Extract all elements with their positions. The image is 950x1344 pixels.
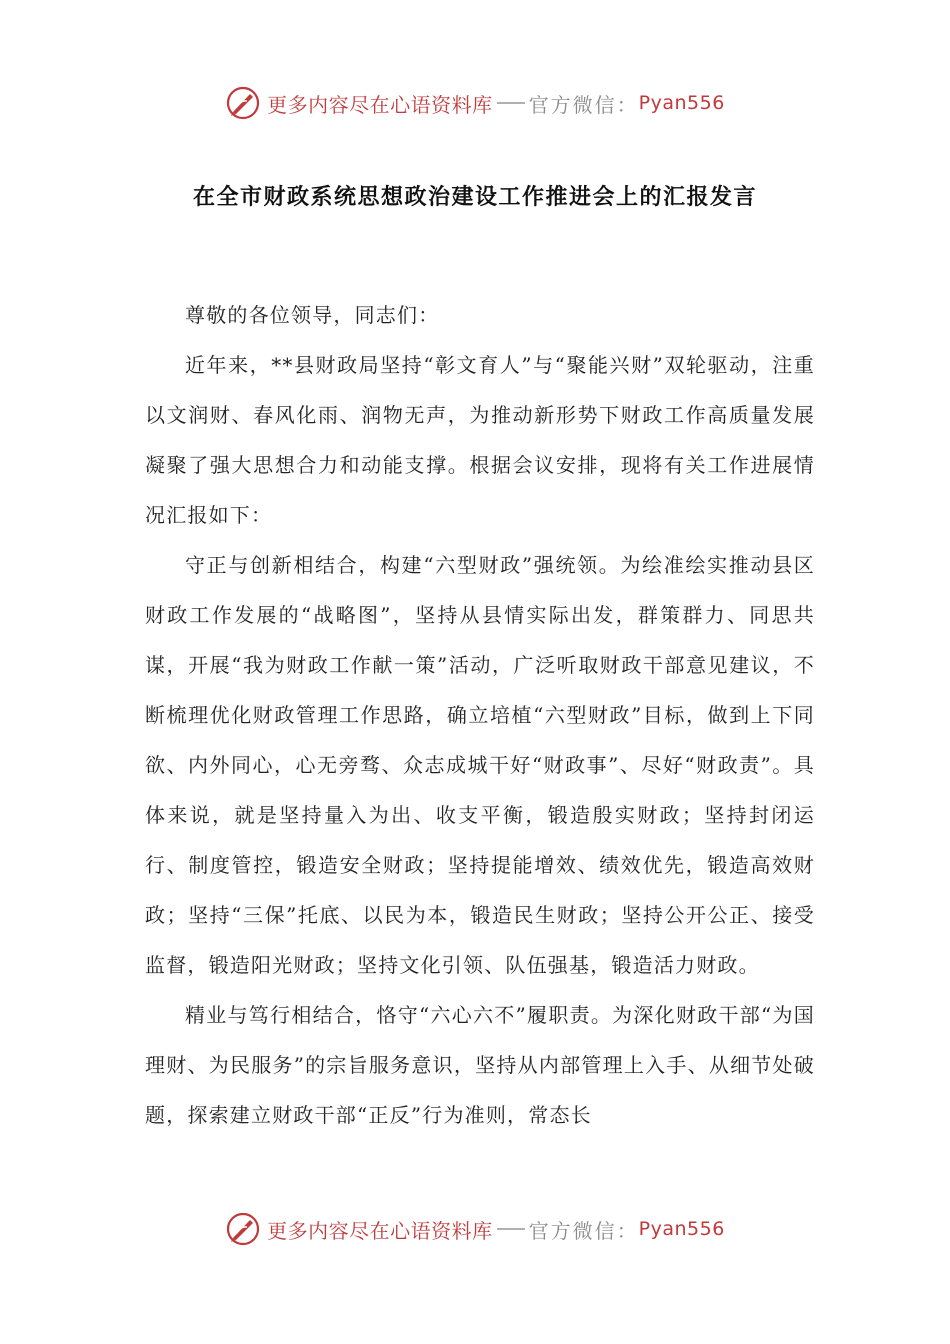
footer-watermark-banner xyxy=(0,1209,950,1249)
pen-nib-logo-icon xyxy=(225,85,261,121)
banner-divider xyxy=(497,102,525,104)
banner-wechat-label: 官方微信： xyxy=(528,92,639,117)
section-paragraph: 守正与创新相结合，构建“六型财政”强统领。为绘准绘实推动县区财政工作发展的“战略图”，坚持从县情实际出发，群策群力、同思共谋，开展“我为财政工作献一策”活动，广泛听取财政干部意见建议，不断梳理优化财政管理工作思路，确立培植“六型财政”目标，做到上下同欲、内外同心，心无旁骛、众志成城干好“财政事”、尽好“财政责”。具体来说，就是坚持量入为出、收支平衡，锻造殷实财政；坚持封闭运行、制度管控，锻造安全财政；坚持提能增效、绩效优先，锻造高效财政；坚持“三保”托底、以民为本，锻造民生财政；坚持公开公正、接受监督，锻造阳光财政；坚持文化引领、队伍强基，锻造活力财政。 xyxy=(145,553,815,977)
section-paragraph: 精业与笃行相结合，恪守“六心六不”履职责。为深化财政干部“为国理财、为民服务”的宗旨服务意识，坚持从内部管理上入手、从细节处破题，探索建立财政干部“正反”行为准则，常态长 xyxy=(145,1003,815,1127)
banner-wechat-account: Pyan556 xyxy=(638,1218,725,1240)
header-watermark-banner xyxy=(0,83,950,123)
banner-brand-text: 更多内容尽在心语资料库 xyxy=(267,1218,493,1243)
document-body xyxy=(145,290,815,1140)
banner-divider xyxy=(497,1228,525,1230)
salutation-paragraph: 尊敬的各位领导，同志们： xyxy=(185,303,440,327)
document-title: 在全市财政系统思想政治建设工作推进会上的汇报发言 xyxy=(192,184,757,210)
intro-paragraph: 近年来，**县财政局坚持“彰文育人”与“聚能兴财”双轮驱动，注重以文润财、春风化雨、润物无声，为推动新形势下财政工作高质量发展凝聚了强大思想合力和动能支撑。根据会议安排，现将有关工作进展情况汇报如下： xyxy=(145,353,815,527)
banner-wechat-account: Pyan556 xyxy=(638,92,725,114)
pen-nib-logo-icon xyxy=(225,1211,261,1247)
banner-brand-text: 更多内容尽在心语资料库 xyxy=(267,92,493,117)
banner-wechat-label: 官方微信： xyxy=(528,1218,639,1243)
